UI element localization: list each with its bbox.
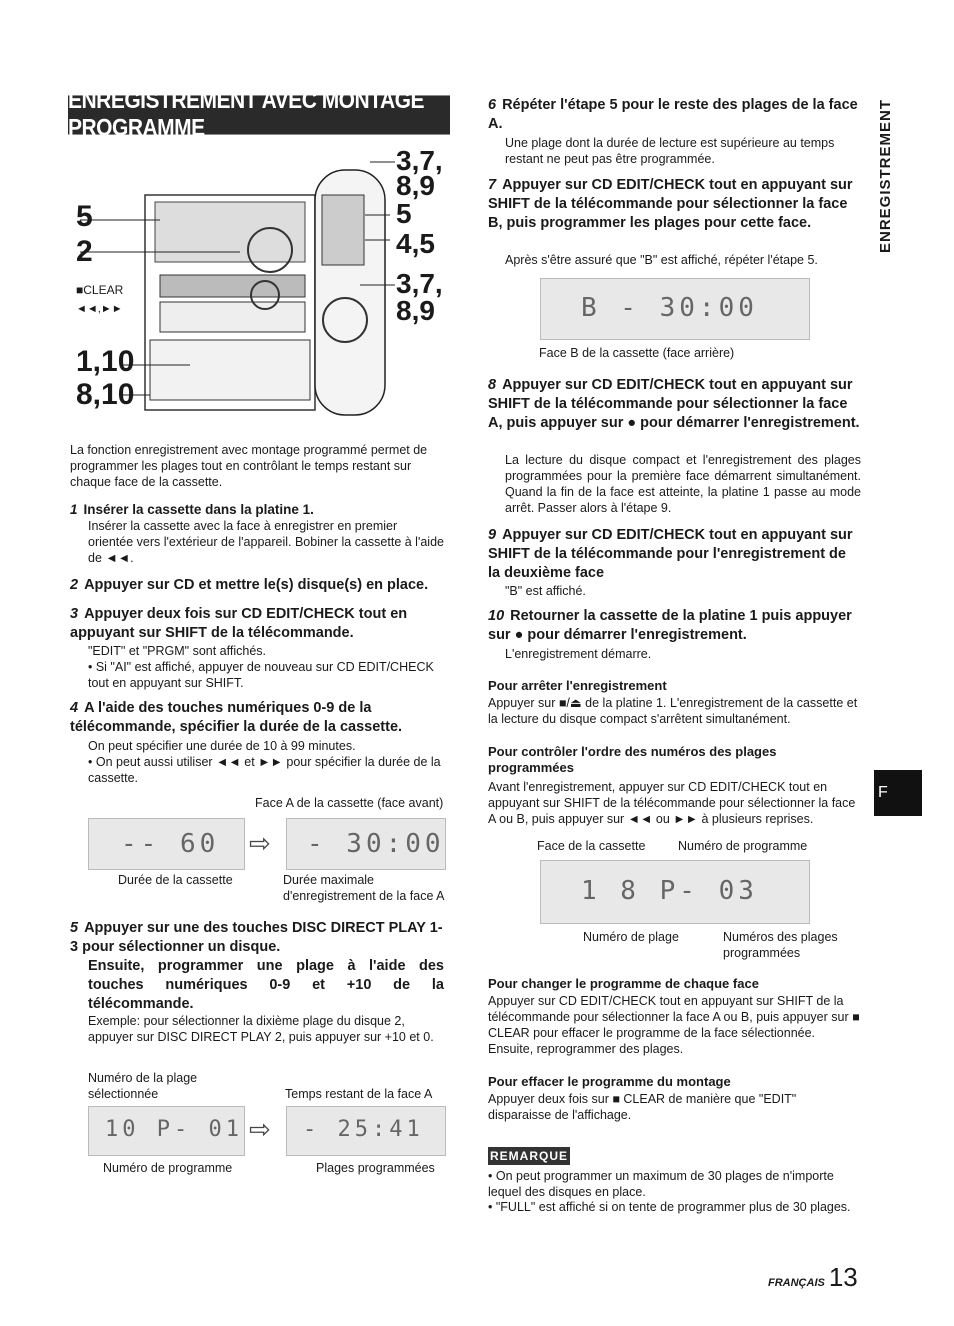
order-body: Avant l'enregistrement, appuyer sur CD EDIT/CHECK tout en appuyant sur SHIFT de la télécommande pour sélectionner la face A ou B, puis appuyer sur ◄◄ ou ►► à plusieurs reprises. <box>488 780 856 826</box>
fig3-lcd-text: B - 30:00 <box>581 293 758 323</box>
fig2-br-caption: Plages programmées <box>316 1161 435 1175</box>
page-number: 13 <box>828 1262 858 1292</box>
callout-r4: 4,5 <box>396 228 435 259</box>
step-5-body: Exemple: pour sélectionner la dixième plage du disque 2, appuyer sur DISC DIRECT PLAY 2, puis appuyer sur +10 et 0. <box>88 1014 434 1044</box>
step-3-body: "EDIT" et "PRGM" sont affichés. <box>88 644 266 658</box>
fig2-bl-caption: Numéro de programme <box>103 1161 233 1175</box>
fig1-right-caption: Durée maximale d'enregistrement de la face A <box>283 873 445 903</box>
step-7-body: Après s'être assuré que "B" est affiché, répéter l'étape 5. <box>505 253 818 267</box>
step-3-bullet: • Si "AI" est affiché, appuyer de nouveau sur CD EDIT/CHECK tout en appuyant sur SHIFT. <box>88 660 434 690</box>
callout-rew-ff: ◄◄,►► <box>76 303 123 315</box>
callout-r5: 3,7, <box>396 268 443 299</box>
fig2-tl-caption: Numéro de la plage sélectionnée <box>88 1071 198 1101</box>
device-diagram <box>70 140 460 430</box>
step-6-body: Une plage dont la durée de lecture est supérieure au temps restant ne peut pas être programmée. <box>505 136 835 166</box>
remarque-tag: REMARQUE <box>489 1149 568 1163</box>
change-body: Appuyer sur CD EDIT/CHECK tout en appuyant sur SHIFT de la télécommande pour sélectionner la face A ou B, puis appuyer sur ■ CLEAR pour effacer le programme de la face sélectionnée. Ensuite, reprogrammer des plages. <box>488 994 860 1056</box>
stop-title: Pour arrêter l'enregistrement <box>488 678 667 693</box>
step-2-title: 2 Appuyer sur CD et mettre le(s) disque(s) en place. <box>70 577 429 593</box>
fig4-tr-caption: Numéro de programme <box>678 839 808 853</box>
fig4-lcd <box>540 860 810 924</box>
arrow-icon: ⇨ <box>249 828 271 858</box>
callout-r1: 3,7, <box>396 145 443 176</box>
arrow-icon: ⇨ <box>249 1114 271 1144</box>
fig1-lcd-before <box>88 818 245 870</box>
step-8-title: 8 Appuyer sur CD EDIT/CHECK tout en appuyant sur SHIFT de la télécommande pour sélectionner la face A, puis appuyer sur ● pour démarrer l'enregistrement. <box>488 377 860 431</box>
step-1-title: 1 Insérer la cassette dans la platine 1. <box>70 502 314 517</box>
fig1-lcd-before-text: -- 60 <box>121 829 220 859</box>
stop-body: Appuyer sur ■/⏏ de la platine 1. L'enregistrement de la cassette et la lecture du disque compact s'arrêtent simultanément. <box>488 696 858 726</box>
side-tab-label: ENREGISTREMENT <box>877 98 894 253</box>
step-4-bullet: • On peut aussi utiliser ◄◄ et ►► pour spécifier la durée de la cassette. <box>88 755 441 785</box>
step-5-title: 5 Appuyer sur une des touches DISC DIRECT PLAY 1-3 pour sélectionner un disque. <box>70 920 443 955</box>
step-3-title: 3 Appuyer deux fois sur CD EDIT/CHECK tout en appuyant sur SHIFT de la télécommande. <box>70 606 408 641</box>
callout-2: 2 <box>76 235 93 268</box>
step-7-title: 7 Appuyer sur CD EDIT/CHECK tout en appuyant sur SHIFT de la télécommande pour sélectionner la face B, puis programmer les plages pour cette face. <box>488 177 853 231</box>
fig2-tr-caption: Temps restant de la face A <box>285 1087 433 1101</box>
callout-clear: ■CLEAR <box>76 283 124 297</box>
order-title: Pour contrôler l'ordre des numéros des plages programmées <box>488 744 777 775</box>
fig4-br-caption: Numéros des plages programmées <box>723 930 838 960</box>
footer <box>768 1262 858 1293</box>
change-title: Pour changer le programme de chaque face <box>488 976 759 991</box>
fig1-top-caption: Face A de la cassette (face avant) <box>255 796 444 810</box>
note-bullet-1: • On peut programmer un maximum de 30 plages de n'importe lequel des disques en place. <box>488 1169 834 1199</box>
step-6-title: 6 Répéter l'étape 5 pour le reste des plages de la face A. <box>488 97 858 132</box>
step-4-title: 4 A l'aide des touches numériques 0-9 de la télécommande, spécifier la durée de la cassette. <box>70 700 403 735</box>
fig1-left-caption: Durée de la cassette <box>118 873 233 887</box>
step-1-body: Insérer la cassette avec la face à enregistrer en premier orientée vers l'extérieur de l'appareil. Bobiner la cassette à l'aide de ◄◄. <box>88 519 444 565</box>
intro-text: La fonction enregistrement avec montage programmé permet de programmer les plages tout en contrôlant le temps restant sur chaque face de la cassette. <box>70 443 428 489</box>
callout-1-10: 1,10 <box>76 345 135 378</box>
fig1-lcd-after <box>286 818 446 870</box>
callout-r3: 5 <box>396 198 412 229</box>
fig2-lcd-before <box>88 1106 245 1156</box>
step-10-body: L'enregistrement démarre. <box>505 647 652 661</box>
fig2-lcd-before-text: 10 P- 01 <box>105 1117 243 1142</box>
fig4-tl-caption: Face de la cassette <box>537 839 646 853</box>
step-9-title: 9 Appuyer sur CD EDIT/CHECK tout en appuyant sur SHIFT de la télécommande pour l'enregistrement de la deuxième face <box>488 527 853 581</box>
fig4-lcd-text: 1 8 P- 03 <box>581 876 758 906</box>
section-banner: ENREGISTREMENT AVEC MONTAGE PROGRAMME <box>68 95 450 134</box>
fig2-lcd-after <box>286 1106 446 1156</box>
step-5-title2: Ensuite, programmer une plage à l'aide des touches numériques 0-9 et +10 de la télécommande. <box>88 958 444 1012</box>
step-10-title: 10 Retourner la cassette de la platine 1 puis appuyer sur ● pour démarrer l'enregistrement. <box>488 608 852 643</box>
callout-r2: 8,9 <box>396 170 435 201</box>
language-tab: F <box>874 770 922 816</box>
erase-title: Pour effacer le programme du montage <box>488 1074 731 1089</box>
step-9-body: "B" est affiché. <box>505 584 586 598</box>
erase-body: Appuyer deux fois sur ■ CLEAR de manière que "EDIT" disparaisse de l'affichage. <box>488 1092 797 1122</box>
note-bullet-2: • "FULL" est affiché si on tente de programmer plus de 30 plages. <box>488 1200 851 1214</box>
callout-r6: 8,9 <box>396 295 435 326</box>
callout-5: 5 <box>76 200 93 233</box>
fig3-caption: Face B de la cassette (face arrière) <box>539 346 735 360</box>
step-4-body: On peut spécifier une durée de 10 à 99 minutes. <box>88 739 356 753</box>
footer-language: FRANÇAIS <box>768 1277 825 1289</box>
fig4-bl-caption: Numéro de plage <box>583 930 679 944</box>
fig2-lcd-after-text: - 25:41 <box>303 1117 424 1142</box>
fig1-lcd-after-text: - 30:00 <box>307 829 445 859</box>
callout-8-10: 8,10 <box>76 378 135 411</box>
fig3-lcd <box>540 278 810 340</box>
step-8-body: La lecture du disque compact et l'enregistrement des plages programmées pour la première face démarrent simultanément. Quand la fin de la face est atteinte, la platine 1 passe au mode arrêt. Passer alors à l'étape 9. <box>505 453 861 515</box>
